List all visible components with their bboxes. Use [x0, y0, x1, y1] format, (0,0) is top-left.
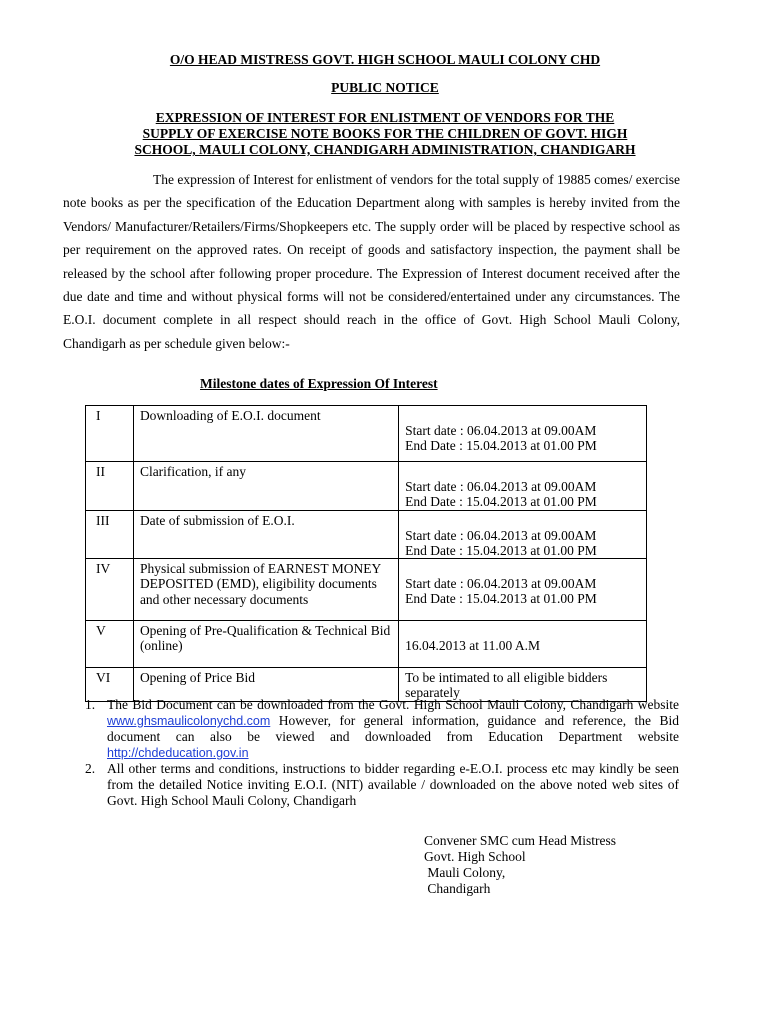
date-cell: [399, 510, 647, 559]
signature-block: [424, 833, 684, 897]
activity-cell: Clarification, if any: [133, 462, 398, 511]
signature-line: Convener SMC cum Head Mistress: [424, 833, 616, 848]
subject-line-3: SCHOOL, MAULI COLONY, CHANDIGARH ADMINISTRATION, CHANDIGARH: [134, 142, 636, 157]
end-date: End Date : 15.04.2013 at 01.00 PM: [405, 494, 597, 510]
activity-cell: Opening of Pre-Qualification & Technical Bid (online): [133, 621, 398, 668]
note-text: The Bid Document can be downloaded from the Govt. High School Mauli Colony, Chandigarh website: [107, 697, 679, 712]
subject-heading: [40, 110, 730, 158]
end-date: End Date : 15.04.2013 at 01.00 PM: [405, 542, 597, 558]
table-row: [86, 406, 647, 462]
signature-line: Mauli Colony,: [424, 865, 506, 880]
table-row: [86, 621, 647, 668]
row-number: V: [86, 621, 134, 668]
table-row: [86, 510, 647, 559]
school-website-link[interactable]: www.ghsmaulicolonychd.com: [107, 714, 271, 728]
note-number: 2.: [85, 761, 96, 776]
date-cell: To be intimated to all eligible bidders separately: [399, 668, 647, 702]
start-date: Start date : 06.04.2013 at 09.00AM: [405, 527, 597, 543]
date-cell: [399, 621, 647, 668]
milestone-title: Milestone dates of Expression Of Interest: [200, 376, 438, 391]
activity-cell: Opening of Price Bid: [133, 668, 398, 702]
row-number: III: [86, 510, 134, 559]
milestone-table: [85, 405, 647, 702]
row-number: IV: [86, 559, 134, 621]
note-number: 1.: [85, 697, 96, 712]
note-item: [85, 761, 679, 809]
row-number: VI: [86, 668, 134, 702]
signature-line: Govt. High School: [424, 849, 526, 864]
row-number: II: [86, 462, 134, 511]
table-row: [86, 462, 647, 511]
education-dept-link[interactable]: http://chdeducation.gov.in: [107, 746, 249, 760]
row-number: I: [86, 406, 134, 462]
note-item: [85, 697, 679, 761]
date-cell: [399, 462, 647, 511]
activity-cell: Physical submission of EARNEST MONEY DEPOSITED (EMD), eligibility documents and other necessary documents: [133, 559, 398, 621]
note-text: However, for general information, guidance and reference, the Bid document can also be viewed and downloaded from Education Department website: [107, 713, 679, 744]
body-paragraph: The expression of Interest for enlistment of vendors for the total supply of 19885 comes/ exercise note books as per the specification of the Education Department along with samples is hereby invited from the Vendors/ Manufacturer/Retailers/Firms/Shopkeepers etc. The supply order will be placed by respective school as per requirement on the approved rates. On receipt of goods and satisfactory inspection, the payment shall be released by the school after following proper procedure. The Expression of Interest document received after the due date and time and without physical forms will not be considered/entertained under any circumstances. The E.O.I. document complete in all respect should reach in the office of Govt. High School Mauli Colony, Chandigarh as per schedule given below:-: [63, 172, 680, 351]
notice-title: PUBLIC NOTICE: [331, 80, 439, 95]
start-date: Start date : 06.04.2013 at 09.00AM: [405, 479, 597, 494]
subject-line-1: EXPRESSION OF INTEREST FOR ENLISTMENT OF VENDORS FOR THE: [155, 110, 615, 125]
subject-line-2: SUPPLY OF EXERCISE NOTE BOOKS FOR THE CHILDREN OF GOVT. HIGH: [142, 126, 628, 141]
signature-line: Chandigarh: [424, 881, 491, 896]
date-cell: [399, 406, 647, 462]
notes-list: [85, 697, 679, 809]
end-date: End Date : 15.04.2013 at 01.00 PM: [405, 591, 597, 607]
event-date: 16.04.2013 at 11.00 A.M: [405, 638, 540, 654]
end-date: End Date : 15.04.2013 at 01.00 PM: [405, 438, 597, 454]
note-text: All other terms and conditions, instructions to bidder regarding e-E.O.I. process etc may kindly be seen from the detailed Notice inviting E.O.I. (NIT) available / downloaded on the above noted web sites of Govt. High School Mauli Colony, Chandigarh: [107, 761, 679, 808]
activity-cell: Date of submission of E.O.I.: [133, 510, 398, 559]
table-row: [86, 559, 647, 621]
date-cell: [399, 559, 647, 621]
start-date: Start date : 06.04.2013 at 09.00AM: [405, 576, 597, 592]
office-line: O/O HEAD MISTRESS GOVT. HIGH SCHOOL MAULI COLONY CHD: [169, 52, 601, 67]
activity-cell: Downloading of E.O.I. document: [133, 406, 398, 462]
start-date: Start date : 06.04.2013 at 09.00AM: [405, 423, 597, 438]
